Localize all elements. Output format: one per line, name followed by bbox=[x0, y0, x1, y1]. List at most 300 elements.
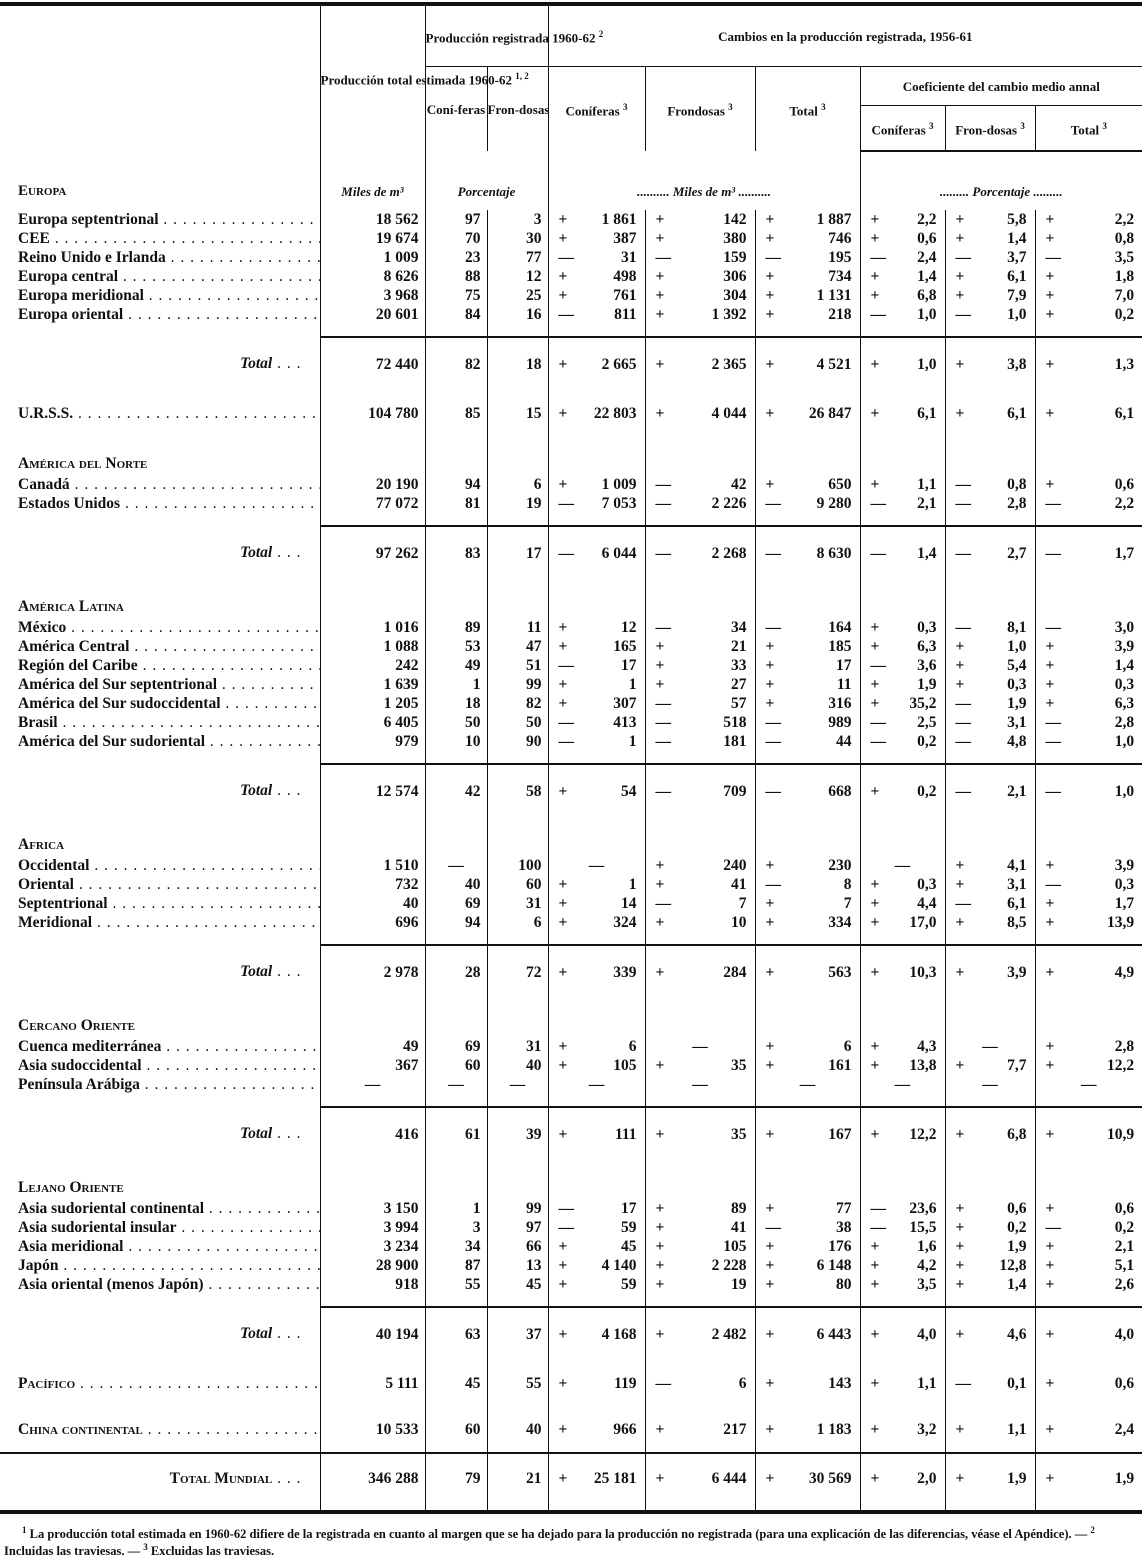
empty-cell bbox=[860, 817, 945, 856]
row-label bbox=[0, 732, 320, 751]
header-chg-total: Total $^3$ bbox=[755, 67, 860, 152]
cell-reg-coniferas-pct: 61 bbox=[425, 1107, 487, 1160]
cell-number: 7,0 bbox=[1114, 287, 1135, 304]
plus-sign: + bbox=[870, 287, 880, 304]
plus-sign: + bbox=[655, 230, 665, 247]
cell-chg-total bbox=[755, 286, 860, 305]
cell-number: 650 bbox=[828, 476, 852, 493]
cell-chg-coniferas bbox=[548, 945, 645, 998]
cell-chg-frondosas bbox=[645, 526, 755, 579]
minus-sign: — bbox=[870, 733, 887, 750]
plus-sign: + bbox=[558, 476, 568, 493]
header-coef-frondosas: Fron-dosas $^3$ bbox=[945, 106, 1035, 152]
cell-number: 8 630 bbox=[816, 544, 852, 562]
plus-sign: + bbox=[655, 1257, 665, 1274]
cell-number: 35,2 bbox=[909, 695, 937, 712]
cell-reg-frondosas-pct: — bbox=[487, 1075, 548, 1094]
region-heading: Africa bbox=[18, 836, 65, 853]
cell-total-estimated: 979 bbox=[320, 732, 425, 751]
cell-total-estimated: 242 bbox=[320, 656, 425, 675]
row-label-text: Europa central bbox=[18, 268, 119, 285]
spacer-cell bbox=[0, 932, 320, 945]
footnote-mark: 2 bbox=[1090, 1525, 1095, 1535]
empty-cell bbox=[645, 998, 755, 1037]
row-label-text: Total bbox=[240, 544, 273, 561]
cell-total-estimated: 3 968 bbox=[320, 286, 425, 305]
plus-sign: + bbox=[1045, 1200, 1055, 1217]
cell-reg-coniferas-pct: 84 bbox=[425, 305, 487, 324]
cell-chg-total bbox=[755, 1237, 860, 1256]
table-row bbox=[0, 229, 1142, 248]
spacer-cell bbox=[645, 751, 755, 764]
row-label-text: Asia sudoriental insular bbox=[18, 1219, 177, 1236]
cell-chg-coniferas bbox=[548, 1360, 645, 1406]
spacer-cell bbox=[1035, 324, 1142, 337]
cell-number: 0,2 bbox=[917, 782, 937, 800]
plus-sign: + bbox=[765, 1325, 775, 1343]
cell-total-estimated: 367 bbox=[320, 1056, 425, 1075]
empty-cell bbox=[425, 436, 487, 475]
cell-coef-coniferas bbox=[860, 732, 945, 751]
cell-total-estimated: 20 601 bbox=[320, 305, 425, 324]
plus-sign: + bbox=[870, 638, 880, 655]
cell-number: 1 bbox=[628, 876, 637, 893]
spacer-cell bbox=[548, 932, 645, 945]
cell-coef-frondosas: — bbox=[945, 1037, 1035, 1056]
plus-sign: + bbox=[870, 1038, 880, 1055]
cell-total-estimated: 346 288 bbox=[320, 1453, 425, 1502]
plus-sign: + bbox=[558, 1469, 568, 1487]
minus-sign: — bbox=[655, 495, 672, 512]
cell-number: 4,9 bbox=[1114, 963, 1135, 981]
cell-coef-total bbox=[1035, 1453, 1142, 1502]
cell-number: 0,2 bbox=[1114, 306, 1135, 323]
cell-chg-frondosas bbox=[645, 694, 755, 713]
row-label bbox=[0, 286, 320, 305]
cell-number: 1,0 bbox=[1114, 782, 1135, 800]
plus-sign: + bbox=[558, 914, 568, 931]
plus-sign: + bbox=[765, 676, 775, 693]
cell-number: 25 181 bbox=[593, 1469, 637, 1487]
plus-sign: + bbox=[655, 355, 665, 373]
plus-sign: + bbox=[558, 638, 568, 655]
cell-number: 41 bbox=[731, 1219, 747, 1236]
plus-sign: + bbox=[870, 211, 880, 228]
plus-sign: + bbox=[870, 1125, 880, 1143]
plus-sign: + bbox=[765, 268, 775, 285]
cell-coef-frondosas bbox=[945, 390, 1035, 436]
header-coef-total: Total $^3$ bbox=[1035, 106, 1142, 152]
cell-reg-coniferas-pct: 97 bbox=[425, 210, 487, 229]
cell-reg-frondosas-pct: 11 bbox=[487, 618, 548, 637]
spacer-cell bbox=[945, 324, 1035, 337]
plus-sign: + bbox=[655, 963, 665, 981]
plus-sign: + bbox=[655, 1276, 665, 1293]
cell-coef-coniferas bbox=[860, 1453, 945, 1502]
spacer-cell bbox=[425, 1502, 487, 1512]
plus-sign: + bbox=[1045, 287, 1055, 304]
cell-reg-coniferas-pct: 69 bbox=[425, 894, 487, 913]
minus-sign: — bbox=[955, 249, 972, 266]
cell-number: 1,9 bbox=[917, 676, 937, 693]
plus-sign: + bbox=[558, 1257, 568, 1274]
cell-number: 59 bbox=[621, 1276, 637, 1293]
cell-reg-coniferas-pct: 1 bbox=[425, 675, 487, 694]
cell-number: 4 168 bbox=[601, 1325, 637, 1343]
plus-sign: + bbox=[955, 676, 965, 693]
cell-coef-coniferas bbox=[860, 286, 945, 305]
cell-chg-total bbox=[755, 764, 860, 817]
minus-sign: — bbox=[558, 657, 575, 674]
cell-coef-frondosas bbox=[945, 475, 1035, 494]
row-label-text: Total bbox=[240, 782, 273, 799]
cell-number: 89 bbox=[731, 1200, 747, 1217]
minus-sign: — bbox=[558, 495, 575, 512]
minus-sign: — bbox=[955, 1374, 972, 1392]
empty-cell bbox=[320, 1160, 425, 1199]
cell-chg-frondosas bbox=[645, 1056, 755, 1075]
plus-sign: + bbox=[765, 404, 775, 422]
cell-number: 6 044 bbox=[601, 544, 637, 562]
minus-sign: — bbox=[655, 476, 672, 493]
cell-coef-total bbox=[1035, 267, 1142, 286]
cell-reg-coniferas-pct: 60 bbox=[425, 1056, 487, 1075]
cell-number: 17,0 bbox=[909, 914, 937, 931]
plus-sign: + bbox=[558, 1238, 568, 1255]
cell-number: 26 847 bbox=[808, 404, 852, 422]
cell-reg-coniferas-pct: 1 bbox=[425, 1199, 487, 1218]
row-label bbox=[0, 1406, 320, 1453]
cell-chg-coniferas bbox=[548, 267, 645, 286]
cell-chg-total bbox=[755, 494, 860, 513]
row-label bbox=[0, 1256, 320, 1275]
cell-coef-coniferas bbox=[860, 526, 945, 579]
cell-number: 1 bbox=[628, 676, 637, 693]
cell-coef-total bbox=[1035, 694, 1142, 713]
cell-number: 0,8 bbox=[1114, 230, 1135, 247]
cell-coef-total bbox=[1035, 1107, 1142, 1160]
cell-chg-frondosas bbox=[645, 286, 755, 305]
cell-reg-frondosas-pct: 99 bbox=[487, 1199, 548, 1218]
row-label-text: Total bbox=[240, 963, 273, 980]
cell-number: 387 bbox=[613, 230, 637, 247]
cell-total-estimated: — bbox=[320, 1075, 425, 1094]
cell-total-estimated: 416 bbox=[320, 1107, 425, 1160]
plus-sign: + bbox=[655, 876, 665, 893]
cell-chg-total bbox=[755, 1275, 860, 1294]
empty-cell bbox=[645, 1160, 755, 1199]
cell-reg-coniferas-pct: 81 bbox=[425, 494, 487, 513]
plus-sign: + bbox=[955, 1276, 965, 1293]
plus-sign: + bbox=[955, 914, 965, 931]
region-heading-row bbox=[0, 1160, 1142, 1199]
plus-sign: + bbox=[955, 876, 965, 893]
minus-sign: — bbox=[955, 495, 972, 512]
table-row bbox=[0, 267, 1142, 286]
cell-reg-coniferas-pct: 49 bbox=[425, 656, 487, 675]
cell-number: 22 803 bbox=[593, 404, 637, 422]
plus-sign: + bbox=[1045, 476, 1055, 493]
cell-reg-frondosas-pct: 40 bbox=[487, 1406, 548, 1453]
cell-coef-frondosas bbox=[945, 618, 1035, 637]
plus-sign: + bbox=[765, 1057, 775, 1074]
cell-number: 1,0 bbox=[1007, 306, 1027, 323]
plus-sign: + bbox=[655, 1469, 665, 1487]
cell-chg-total bbox=[755, 875, 860, 894]
plus-sign: + bbox=[558, 211, 568, 228]
cell-coef-frondosas bbox=[945, 1406, 1035, 1453]
cell-total-estimated: 3 994 bbox=[320, 1218, 425, 1237]
plus-sign: + bbox=[558, 782, 568, 800]
plus-sign: + bbox=[955, 1469, 965, 1487]
cell-number: 1,8 bbox=[1114, 268, 1135, 285]
cell-number: 709 bbox=[723, 782, 747, 800]
footnote-mark: 3 bbox=[143, 1542, 148, 1553]
cell-coef-total bbox=[1035, 229, 1142, 248]
cell-number: 2 268 bbox=[711, 544, 747, 562]
row-label-text: Total bbox=[240, 1325, 273, 1342]
empty-cell bbox=[645, 579, 755, 618]
plus-sign: + bbox=[1045, 1125, 1055, 1143]
empty-cell bbox=[945, 817, 1035, 856]
cell-coef-coniferas bbox=[860, 675, 945, 694]
cell-coef-frondosas bbox=[945, 656, 1035, 675]
row-label bbox=[0, 1453, 320, 1502]
cell-number: 143 bbox=[828, 1374, 852, 1392]
row-label bbox=[0, 267, 320, 286]
minus-sign: — bbox=[655, 249, 672, 266]
cell-chg-total bbox=[755, 856, 860, 875]
cell-coef-coniferas bbox=[860, 875, 945, 894]
empty-cell bbox=[755, 817, 860, 856]
cell-total-estimated: 8 626 bbox=[320, 267, 425, 286]
cell-chg-frondosas bbox=[645, 675, 755, 694]
plus-sign: + bbox=[955, 211, 965, 228]
cell-coef-frondosas bbox=[945, 945, 1035, 998]
cell-number: 306 bbox=[723, 268, 747, 285]
cell-number: 1,1 bbox=[1007, 1420, 1027, 1438]
cell-reg-frondosas-pct: 31 bbox=[487, 894, 548, 913]
header-total-estimated: Producción total estimada 1960-62 $^{1, 2}$ bbox=[320, 4, 425, 151]
cell-coef-frondosas bbox=[945, 732, 1035, 751]
region-heading: Cercano Oriente bbox=[18, 1017, 135, 1034]
empty-cell bbox=[945, 579, 1035, 618]
cell-chg-frondosas bbox=[645, 229, 755, 248]
cell-number: 563 bbox=[828, 963, 852, 981]
empty-cell bbox=[860, 1160, 945, 1199]
spacer-cell bbox=[860, 324, 945, 337]
plus-sign: + bbox=[870, 230, 880, 247]
minus-sign: — bbox=[558, 733, 575, 750]
cell-reg-frondosas-pct: 82 bbox=[487, 694, 548, 713]
cell-chg-coniferas bbox=[548, 494, 645, 513]
cell-chg-total bbox=[755, 894, 860, 913]
plus-sign: + bbox=[765, 1125, 775, 1143]
cell-total-estimated: 72 440 bbox=[320, 337, 425, 390]
minus-sign: — bbox=[765, 249, 782, 266]
spacer-row bbox=[0, 513, 1142, 526]
row-label-text: U.R.S.S. bbox=[18, 404, 74, 422]
cell-chg-frondosas bbox=[645, 305, 755, 324]
table-row bbox=[0, 1360, 1142, 1406]
cell-reg-frondosas-pct: 21 bbox=[487, 1453, 548, 1502]
spacer-cell bbox=[755, 1094, 860, 1107]
cell-number: 668 bbox=[828, 782, 852, 800]
cell-number: 105 bbox=[723, 1238, 747, 1255]
spacer-cell bbox=[755, 324, 860, 337]
spacer-cell bbox=[1035, 513, 1142, 526]
plus-sign: + bbox=[870, 1469, 880, 1487]
cell-reg-frondosas-pct: 100 bbox=[487, 856, 548, 875]
cell-number: 195 bbox=[828, 249, 852, 266]
row-label-text: Total bbox=[240, 1125, 273, 1142]
cell-reg-frondosas-pct: 13 bbox=[487, 1256, 548, 1275]
cell-reg-frondosas-pct: 3 bbox=[487, 210, 548, 229]
cell-chg-coniferas: — bbox=[548, 856, 645, 875]
plus-sign: + bbox=[655, 1219, 665, 1236]
cell-number: 3,5 bbox=[1114, 249, 1135, 266]
cell-chg-coniferas: — bbox=[548, 1075, 645, 1094]
cell-number: 761 bbox=[613, 287, 637, 304]
plus-sign: + bbox=[955, 1257, 965, 1274]
cell-number: 2,5 bbox=[917, 714, 937, 731]
cell-reg-coniferas-pct: 40 bbox=[425, 875, 487, 894]
spacer-cell bbox=[645, 324, 755, 337]
minus-sign: — bbox=[765, 876, 782, 893]
cell-number: 3,6 bbox=[917, 657, 937, 674]
plus-sign: + bbox=[765, 306, 775, 323]
cell-chg-frondosas bbox=[645, 1256, 755, 1275]
plus-sign: + bbox=[870, 1257, 880, 1274]
plus-sign: + bbox=[1045, 895, 1055, 912]
cell-total-estimated: 1 016 bbox=[320, 618, 425, 637]
cell-coef-total bbox=[1035, 1037, 1142, 1056]
row-label bbox=[0, 390, 320, 436]
spacer-cell bbox=[425, 1094, 487, 1107]
cell-chg-total bbox=[755, 945, 860, 998]
cell-coef-frondosas bbox=[945, 1275, 1035, 1294]
empty-cell bbox=[860, 436, 945, 475]
cell-coef-total bbox=[1035, 656, 1142, 675]
cell-coef-frondosas bbox=[945, 1107, 1035, 1160]
cell-coef-frondosas bbox=[945, 305, 1035, 324]
row-label-text: Europa septentrional bbox=[18, 211, 159, 228]
spacer-cell bbox=[1035, 1294, 1142, 1307]
spacer-cell bbox=[755, 1294, 860, 1307]
plus-sign: + bbox=[1045, 695, 1055, 712]
minus-sign: — bbox=[955, 695, 972, 712]
plus-sign: + bbox=[765, 963, 775, 981]
cell-number: 6 443 bbox=[816, 1325, 852, 1343]
spacer-cell bbox=[755, 513, 860, 526]
minus-sign: — bbox=[955, 476, 972, 493]
cell-number: 4,3 bbox=[917, 1038, 937, 1055]
cell-reg-coniferas-pct: 28 bbox=[425, 945, 487, 998]
table-body bbox=[0, 151, 1142, 1512]
cell-total-estimated: 12 574 bbox=[320, 764, 425, 817]
header-coefficient: Coeficiente del cambio medio annal bbox=[860, 67, 1142, 106]
minus-sign: — bbox=[1045, 495, 1062, 512]
plus-sign: + bbox=[558, 268, 568, 285]
region-heading: Europa bbox=[18, 183, 67, 199]
cell-reg-frondosas-pct: 51 bbox=[487, 656, 548, 675]
spacer-cell bbox=[945, 513, 1035, 526]
cell-number: 380 bbox=[723, 230, 747, 247]
cell-number: 316 bbox=[828, 695, 852, 712]
cell-number: 6,3 bbox=[1114, 695, 1135, 712]
header-registered: Producción registrada 1960-62 $^2$ bbox=[425, 4, 548, 67]
cell-coef-total bbox=[1035, 894, 1142, 913]
cell-number: 176 bbox=[828, 1238, 852, 1255]
table-row bbox=[0, 894, 1142, 913]
plus-sign: + bbox=[870, 476, 880, 493]
plus-sign: + bbox=[765, 1469, 775, 1487]
spacer-cell bbox=[0, 324, 320, 337]
cell-number: 1 887 bbox=[816, 211, 852, 228]
row-label bbox=[0, 656, 320, 675]
spacer-cell bbox=[487, 1294, 548, 1307]
cell-chg-coniferas bbox=[548, 1256, 645, 1275]
cell-coef-coniferas bbox=[860, 618, 945, 637]
minus-sign: — bbox=[558, 306, 575, 323]
cell-chg-total bbox=[755, 390, 860, 436]
cell-number: 2,8 bbox=[1114, 1038, 1135, 1055]
table-row bbox=[0, 1199, 1142, 1218]
cell-number: 3,9 bbox=[1114, 857, 1135, 874]
row-label-text: Península Arábiga bbox=[18, 1076, 140, 1093]
cell-coef-coniferas bbox=[860, 305, 945, 324]
table-row bbox=[0, 475, 1142, 494]
spacer-cell bbox=[320, 751, 425, 764]
cell-total-estimated: 1 639 bbox=[320, 675, 425, 694]
cell-number: 2 365 bbox=[711, 355, 747, 373]
cell-chg-coniferas bbox=[548, 1406, 645, 1453]
cell-chg-total bbox=[755, 1406, 860, 1453]
cell-number: 811 bbox=[614, 306, 637, 323]
row-label-text: Asia sudoccidental bbox=[18, 1057, 142, 1074]
plus-sign: + bbox=[870, 1325, 880, 1343]
cell-chg-coniferas bbox=[548, 1237, 645, 1256]
plus-sign: + bbox=[955, 230, 965, 247]
spacer-cell bbox=[945, 932, 1035, 945]
plus-sign: + bbox=[870, 355, 880, 373]
plus-sign: + bbox=[955, 287, 965, 304]
cell-number: 6 444 bbox=[711, 1469, 747, 1487]
cell-reg-coniferas-pct: 70 bbox=[425, 229, 487, 248]
cell-number: 4,4 bbox=[917, 895, 937, 912]
plus-sign: + bbox=[655, 1325, 665, 1343]
footnotes bbox=[0, 1514, 1142, 1558]
cell-coef-frondosas bbox=[945, 286, 1035, 305]
minus-sign: — bbox=[655, 782, 672, 800]
total-row bbox=[0, 526, 1142, 579]
cell-chg-coniferas bbox=[548, 1199, 645, 1218]
cell-reg-coniferas-pct: 85 bbox=[425, 390, 487, 436]
row-label bbox=[0, 875, 320, 894]
cell-number: 6,8 bbox=[917, 287, 937, 304]
spacer-cell bbox=[860, 1502, 945, 1512]
cell-chg-frondosas bbox=[645, 267, 755, 286]
header-chg-coniferas: Coníferas $^3$ bbox=[548, 67, 645, 152]
plus-sign: + bbox=[558, 676, 568, 693]
cell-number: 734 bbox=[828, 268, 852, 285]
region-heading-row bbox=[0, 817, 1142, 856]
cell-coef-total bbox=[1035, 1275, 1142, 1294]
cell-chg-total bbox=[755, 732, 860, 751]
cell-coef-coniferas bbox=[860, 694, 945, 713]
row-label-text: Asia meridional bbox=[18, 1238, 124, 1255]
cell-total-estimated: 1 510 bbox=[320, 856, 425, 875]
